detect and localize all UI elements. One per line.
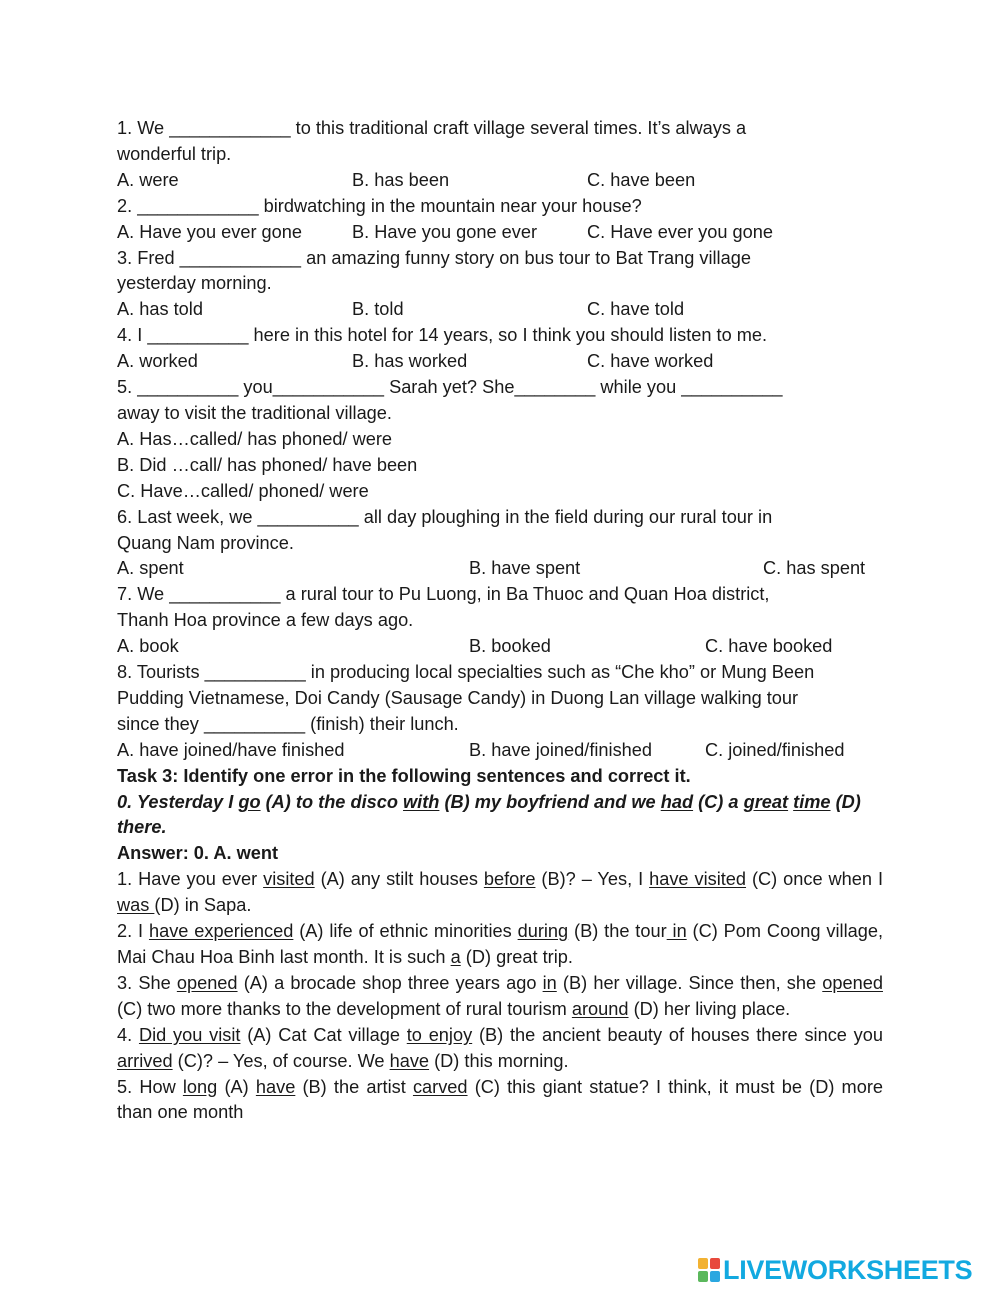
q6-line2: Quang Nam province.: [117, 532, 294, 553]
q7-options: [117, 634, 883, 660]
sentence-text: (A): [217, 1076, 256, 1097]
q6-option-c[interactable]: C. has spent: [763, 558, 866, 579]
example-text: (C) a: [693, 791, 744, 812]
s3-underlined-a[interactable]: opened: [176, 972, 238, 993]
q1-option-b[interactable]: B. has been: [352, 169, 450, 190]
q8-option-a[interactable]: A. have joined/have finished: [117, 739, 345, 760]
sentence-text: (B) the tour: [568, 921, 667, 942]
logo-block-icon: [698, 1258, 708, 1269]
task3-title: Task 3: Identify one error in the following sentences and correct it.: [117, 765, 691, 786]
s2-underlined-a[interactable]: have experienced: [148, 921, 294, 942]
s1-underlined-b[interactable]: before: [483, 869, 536, 890]
q5-option-b[interactable]: B. Did …call/ has phoned/ have been: [117, 454, 418, 475]
task3-example: [117, 790, 883, 842]
q8-option-c[interactable]: C. joined/finished: [705, 739, 845, 760]
q3-line2: yesterday morning.: [117, 273, 272, 294]
example-text: (D) there.: [117, 791, 861, 838]
s2-underlined-c[interactable]: in: [666, 921, 687, 942]
sentence-text: (D) in Sapa.: [154, 895, 252, 916]
q4-options: [117, 349, 883, 375]
q1-line1: 1. We ____________ to this traditional craft village several times. It’s always a: [117, 118, 747, 138]
example-underlined-d1: great: [743, 791, 789, 812]
q5-line2: away to visit the traditional village.: [117, 402, 392, 423]
sentence-text: (A) a brocade shop three years ago: [237, 972, 543, 993]
s1-underlined-a[interactable]: visited: [263, 869, 315, 890]
sentence-text: (D) this morning.: [429, 1050, 569, 1071]
q6-option-a[interactable]: A. spent: [117, 558, 184, 579]
sentence-text: 5. How: [117, 1076, 183, 1097]
q7-option-c[interactable]: C. have booked: [705, 636, 833, 657]
sentence-text: 1. Have you ever: [117, 869, 264, 890]
sentence-text: (B) the ancient beauty of houses there since you: [472, 1024, 884, 1045]
s3-underlined-d[interactable]: around: [571, 998, 629, 1019]
example-underlined-a: go: [238, 791, 261, 812]
example-underlined-c: had: [660, 791, 694, 812]
q4-option-c[interactable]: C. have worked: [587, 351, 714, 372]
q1-line2: wonderful trip.: [117, 143, 232, 164]
sentence-text: (C) two more thanks to the development of rural tourism: [117, 998, 572, 1019]
q1-option-c[interactable]: C. have been: [587, 169, 696, 190]
q7-line2: Thanh Hoa province a few days ago.: [117, 610, 414, 631]
q7-option-a[interactable]: A. book: [117, 636, 179, 657]
task3-sentence-1: [117, 867, 883, 919]
sentence-text: (A) Cat Cat village: [240, 1024, 407, 1045]
logo-block-icon: [698, 1271, 708, 1282]
q2-line1: 2. ____________ birdwatching in the mountain near your house?: [117, 195, 642, 216]
logo-text: LIVEWORKSHEETS: [723, 1254, 973, 1285]
q7-line1: 7. We ___________ a rural tour to Pu Luong, in Ba Thuoc and Quan Hoa district,: [117, 584, 770, 605]
liveworksheets-logo[interactable]: [698, 1254, 973, 1285]
sentence-text: (B) her village. Since then, she: [556, 972, 823, 993]
sentence-text: (B) the artist: [295, 1076, 413, 1097]
example-underlined-d2: time: [793, 791, 831, 812]
q8-line1: 8. Tourists __________ in producing local specialties such as “Che kho” or Mung Been: [117, 662, 815, 683]
q3-option-c[interactable]: C. have told: [587, 299, 685, 320]
q2-options: [117, 220, 883, 246]
example-text: (A) to the disco: [260, 791, 404, 812]
s4-underlined-b[interactable]: to enjoy: [406, 1024, 473, 1045]
sentence-text: (D) great trip.: [460, 947, 573, 967]
q3-option-a[interactable]: A. has told: [117, 299, 203, 320]
sentence-text: (C) Pom Coong village, Mai Chau Hoa Binh last month. It is such: [117, 921, 884, 967]
s3-underlined-b[interactable]: in: [542, 972, 557, 993]
s1-underlined-d[interactable]: was: [117, 895, 155, 916]
q5-line1: 5. __________ you___________ Sarah yet? She________ while you __________: [117, 377, 783, 398]
s2-underlined-b[interactable]: during: [517, 921, 569, 942]
sentence-text: 4.: [117, 1024, 139, 1045]
q5-option-a[interactable]: A. Has…called/ has phoned/ were: [117, 428, 392, 449]
sentence-text: (A) any stilt houses: [314, 869, 484, 890]
task3-sentence-2: [117, 919, 883, 971]
s5-underlined-a[interactable]: long: [182, 1076, 218, 1097]
q1-options: [117, 168, 883, 194]
sentence-text: (B)? – Yes, I: [535, 869, 650, 890]
q6-option-b[interactable]: B. have spent: [469, 558, 581, 579]
sentence-text: (D) her living place.: [628, 998, 791, 1019]
q2-option-c[interactable]: C. Have ever you gone: [587, 221, 774, 242]
q8-options: [117, 738, 883, 764]
worksheet-content: [117, 116, 883, 1126]
q3-option-b[interactable]: B. told: [352, 299, 404, 320]
q4-option-b[interactable]: B. has worked: [352, 351, 468, 372]
s5-underlined-c[interactable]: carved: [412, 1076, 468, 1097]
s1-underlined-c[interactable]: have visited: [649, 869, 747, 890]
s5-underlined-b[interactable]: have: [255, 1076, 296, 1097]
sentence-text: 2. I: [117, 921, 149, 942]
q4-line1: 4. I __________ here in this hotel for 14 years, so I think you should listen to me.: [117, 325, 768, 346]
q2-option-a[interactable]: A. Have you ever gone: [117, 221, 303, 242]
q6-options: [117, 556, 883, 582]
s4-underlined-c[interactable]: arrived: [117, 1050, 173, 1071]
task3-sentence-5: [117, 1075, 883, 1127]
sentence-text: (C) once when I: [746, 869, 884, 890]
task3-answer: Answer: 0. A. went: [117, 843, 279, 864]
example-underlined-b: with: [403, 791, 440, 812]
q6-line1: 6. Last week, we __________ all day ploughing in the field during our rural tour in: [117, 506, 773, 527]
sentence-text: (A) life of ethnic minorities: [293, 921, 518, 942]
logo-block-icon: [710, 1258, 720, 1269]
q2-option-b[interactable]: B. Have you gone ever: [352, 221, 538, 242]
logo-blocks-icon: [698, 1258, 720, 1282]
q3-options: [117, 297, 883, 323]
q3-line1: 3. Fred ____________ an amazing funny story on bus tour to Bat Trang village: [117, 247, 751, 268]
s4-underlined-d[interactable]: have: [389, 1050, 430, 1071]
s2-underlined-d[interactable]: a: [450, 947, 461, 967]
sentence-text: (C)? – Yes, of course. We: [172, 1050, 390, 1071]
task3-sentence-4: [117, 1023, 883, 1075]
logo-block-icon: [710, 1271, 720, 1282]
q8-line2: Pudding Vietnamese, Doi Candy (Sausage Candy) in Duong Lan village walking tour: [117, 687, 799, 708]
q1-option-a[interactable]: A. were: [117, 169, 179, 190]
example-text: (B) my boyfriend and we: [439, 791, 661, 812]
q8-option-b[interactable]: B. have joined/finished: [469, 739, 653, 760]
q5-option-c[interactable]: C. Have…called/ phoned/ were: [117, 480, 369, 501]
task3-sentence-3: [117, 971, 883, 1023]
sentence-text: (C) this giant statue? I think, it must be (D) more than one month: [117, 1076, 883, 1123]
example-text: 0. Yesterday I: [117, 791, 239, 812]
q4-option-a[interactable]: A. worked: [117, 351, 198, 372]
s4-underlined-a[interactable]: Did you visit: [138, 1024, 241, 1045]
s3-underlined-c[interactable]: opened: [822, 972, 883, 993]
sentence-text: 3. She: [117, 972, 177, 993]
q7-option-b[interactable]: B. booked: [469, 636, 551, 657]
q8-line3: since they __________ (finish) their lunch.: [117, 713, 459, 734]
